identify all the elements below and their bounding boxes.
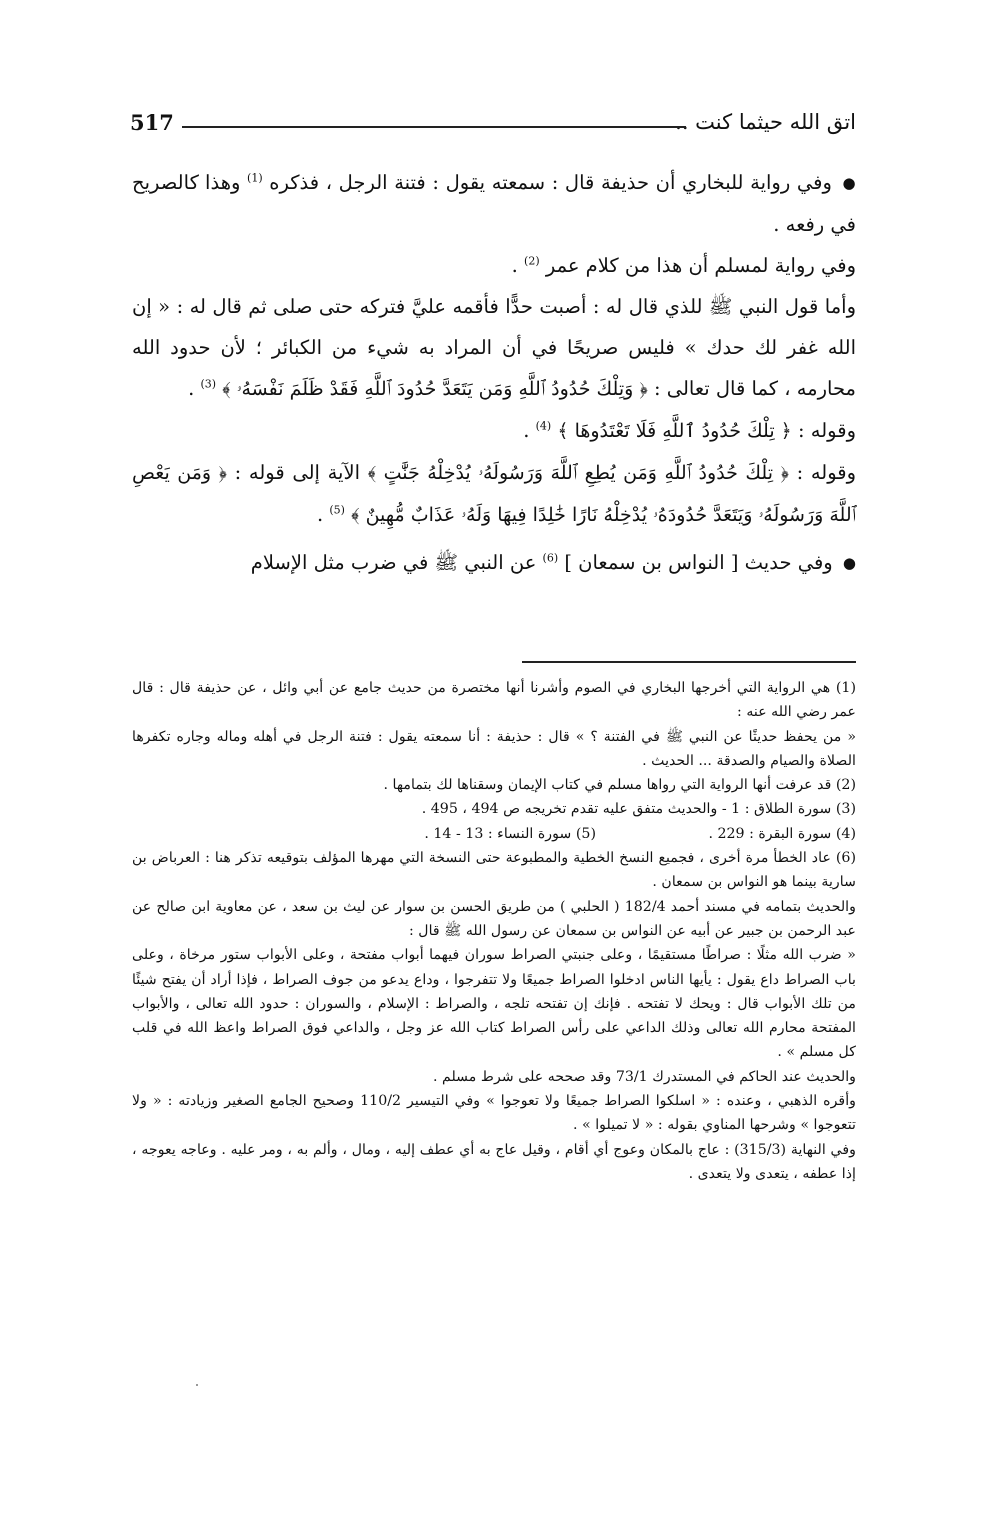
p5-text-c: . [316, 503, 324, 526]
p3-text-b: . [188, 377, 195, 400]
footnote-6e: وأقره الذهبي ، وعنده : « اسلكوا الصراط جميعًا ولا تعوجوا » وفي التيسير 110/2 وصحيح الجامع الصغير وزيادته : « ولا تتعوجوا » وشرحها المناوي بقوله : « لا تميلوا » . [132, 1093, 857, 1134]
paragraph-2 [132, 245, 856, 286]
footnote-ref-6: (6) [542, 551, 559, 565]
quran-verse-3: ﴿ تِلْكَ حُدُودُ ٱللَّهِ وَمَن يُطِعِ ٱللَّهَ وَرَسُولَهُۥ يُدْخِلْهُ جَنَّٰتٍ ﴾ [367, 462, 789, 484]
footnote-3: (3) سورة الطلاق : 1 - والحديث متفق عليه تقدم تخريجه ص 494 ، 495 . [421, 801, 856, 818]
footnotes [132, 676, 856, 1186]
p4-text-b: . [523, 419, 530, 442]
p5-text-a: وقوله : [796, 461, 857, 484]
paragraph-5 [132, 452, 856, 536]
footnote-1b: « من يحفظ حديثًا عن النبي ﷺ في الفتنة ؟ » قال : حذيفة : أنا سمعته يقول : فتنة الرجل في أهله وماله وجاره تكفرها الصلاة والصيام والصدقة ... الحديث . [132, 728, 856, 769]
footnote-4: (4) سورة البقرة : 229 . [708, 825, 856, 842]
scan-speck [196, 1384, 198, 1386]
quran-verse-1: ﴿ وَتِلْكَ حُدُودُ ٱللَّهِ وَمَن يَتَعَدَّ حُدُودَ ٱللَّهِ فَقَدْ ظَلَمَ نَفْسَهُۥ ﴾ [222, 378, 648, 400]
footnote-4-5-line [132, 822, 856, 846]
header-rule [182, 126, 686, 128]
footnote-ref-3: (3) [200, 377, 217, 391]
p5-text-b: الآية إلى قوله : [234, 461, 361, 484]
p3-text-a: وأما قول النبي ﷺ للذي قال له : أصبت حدًّا فأقمه عليَّ فتركه حتى صلى ثم قال له : « إن الله غفر لك حدك » فليس صريحًا في أن المراد به شيء من الكبائر ؛ لأن حدود الله محارمه ، كما قال تعالى : [132, 295, 856, 400]
footnote-6a: (6) عاد الخطأ مرة أخرى ، فجميع النسخ الخطية والمطبوعة حتى النسخة التي مهرها المؤلف بتوقيعه تذكر هنا : العرباض بن سارية بينما هو النواس بن سمعان . [132, 850, 856, 891]
footnote-6b: والحديث بتمامه في مسند أحمد 182/4 ( الحلبي ) من طريق الحسن بن سوار عن ليث بن سعد ، عن معاوية ابن صالح عن عبد الرحمن بن جبير عن أبيه عن النواس بن سمعان عن رسول الله ﷺ قال : [132, 898, 856, 939]
footnote-ref-5: (5) [329, 503, 345, 517]
quran-verse-4: ﴿ وَمَن يَعْصِ ٱللَّهَ وَرَسُولَهُۥ وَيَتَعَدَّ حُدُودَهُۥ يُدْخِلْهُ نَارًا خَٰلِدًا فِيهَا وَلَهُۥ عَذَابٌ مُّهِينٌ ﴾ [132, 462, 856, 526]
footnote-ref-1: (1) [247, 171, 263, 185]
bullet-icon: ● [842, 554, 856, 572]
header-title: اتق الله حيثما كنت .. [675, 110, 856, 134]
footnote-2: (2) قد عرفت أنها الرواية التي رواها مسلم في كتاب الإيمان وسقناها لك بتمامها . [383, 777, 856, 794]
footnote-5: (5) سورة النساء : 13 - 14 . [424, 825, 596, 842]
p4-text-a: وقوله : [798, 419, 856, 442]
main-text [132, 162, 856, 584]
paragraph-6 [132, 542, 856, 584]
p6-text-b: عن النبي ﷺ في ضرب مثل الإسلام [250, 551, 537, 574]
footnote-ref-4: (4) [535, 419, 552, 433]
p1-text-b: وهذا كالصريح في رفعه . [132, 171, 856, 236]
footnote-separator [522, 661, 856, 663]
bullet-icon: ● [842, 174, 857, 192]
footnote-ref-2: (2) [524, 254, 540, 268]
footnote-6c: « ضرب الله مثلًا : صراطًا مستقيمًا ، وعلى جنبتي الصراط سوران فيهما أبواب مفتحة ، وعلى الأبواب ستور مرخاة ، وعلى باب الصراط داع يقول : يأيها الناس ادخلوا الصراط جميعًا ولا تتفرجوا ، وداع يدعو من جوف الصراط ، فإذا أراد أن يفتح شيئًا من تلك الأبواب قال : ويحك لا تفتحه . فإنك إن تفتحه تلجه ، والصراط : الإسلام ، والسوران : حدود الله تعالى ، والأبواب المفتحة محارم الله تعالى وذلك الداعي على رأس الصراط كتاب الله عز وجل ، والداعي فوق الصراط واعظ الله في قلب كل مسلم » . [132, 947, 856, 1061]
footnote-6d: والحديث عند الحاكم في المستدرك 73/1 وقد صححه على شرط مسلم . [432, 1068, 856, 1085]
paragraph-3 [132, 286, 856, 410]
p6-text-a: وفي حديث [ النواس بن سمعان ] [564, 551, 833, 574]
p2-text-a: وفي رواية لمسلم أن هذا من كلام عمر [545, 254, 856, 277]
footnote-1a: (1) هي الرواية التي أخرجها البخاري في الصوم وأشرنا أنها مختصرة من حديث جامع عن أبي وائل ، عن حذيفة قال : قال عمر رضي الله عنه : [132, 680, 856, 721]
footnote-6f: وفي النهاية (315/3) : عاج بالمكان وعوج أي أقام ، وقيل عاج به أي عطف إليه ، ومال ، وألم به ، ومر عليه . وعاجه يعوجه ، إذا عطفه ، يتعدى ولا يتعدى . [132, 1141, 857, 1182]
p1-text-a: وفي رواية للبخاري أن حذيفة قال : سمعته يقول : فتنة الرجل ، فذكره [269, 171, 832, 194]
paragraph-1 [132, 162, 856, 245]
page-number: 517 [130, 110, 174, 135]
quran-verse-2: ﴿ تِلْكَ حُدُودُ ٱللَّهِ فَلَا تَعْتَدُوهَا ﴾ [557, 420, 792, 442]
running-header [130, 108, 856, 142]
paragraph-4 [132, 410, 856, 452]
p2-text-b: . [511, 254, 518, 277]
